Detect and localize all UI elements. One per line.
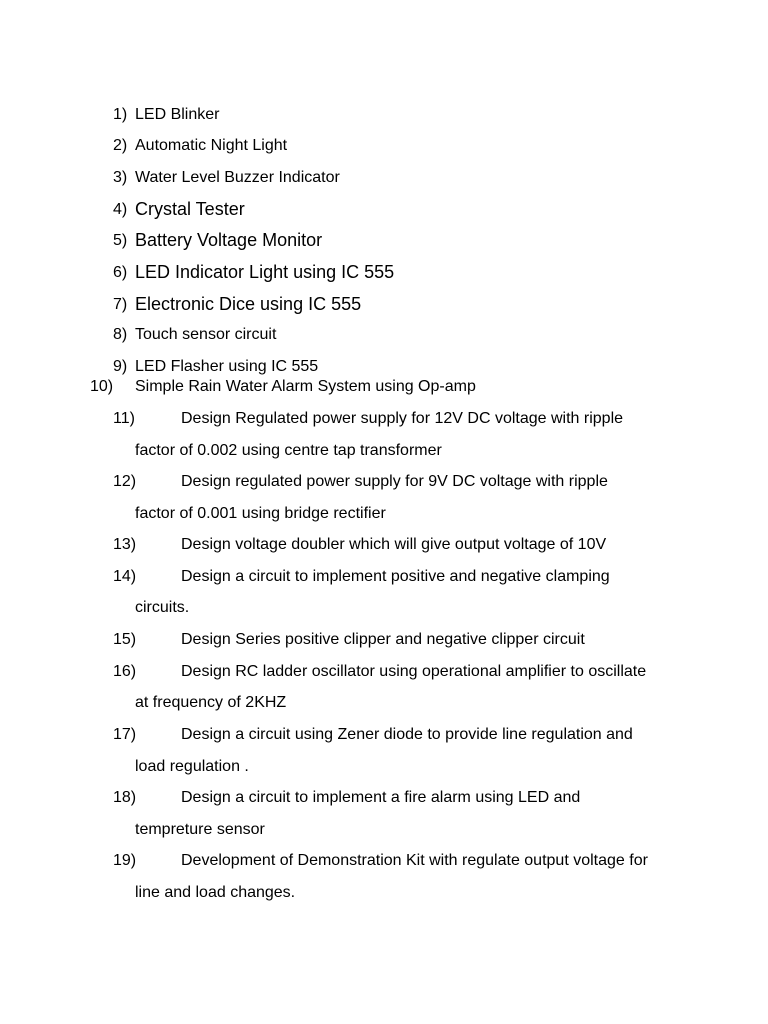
item-number: 11) xyxy=(113,410,135,427)
item-text: Development of Demonstration Kit with regulate output voltage for xyxy=(181,852,648,869)
item-text: Design Regulated power supply for 12V DC voltage with ripple xyxy=(181,410,624,427)
item-text: LED Blinker xyxy=(135,106,220,123)
item-number: 13) xyxy=(113,536,137,553)
item-number: 5) xyxy=(113,232,128,249)
item-text: Battery Voltage Monitor xyxy=(135,230,323,250)
item-text: Design a circuit to implement a fire alarm using LED and xyxy=(181,789,581,806)
item-text: Touch sensor circuit xyxy=(135,326,277,343)
item-number: 4) xyxy=(113,201,128,218)
item-number: 1) xyxy=(113,106,128,123)
item-text: Design a circuit using Zener diode to provide line regulation and xyxy=(181,726,633,743)
item-text: Design regulated power supply for 9V DC voltage with ripple xyxy=(181,473,608,490)
item-text: LED Indicator Light using IC 555 xyxy=(135,262,395,282)
item-number: 6) xyxy=(113,264,128,281)
item-text-continued: factor of 0.002 using centre tap transformer xyxy=(135,442,442,459)
item-text: Design Series positive clipper and negative clipper circuit xyxy=(181,631,585,648)
item-number: 2) xyxy=(113,137,128,154)
item-text-continued: tempreture sensor xyxy=(135,821,265,838)
item-text-continued: load regulation . xyxy=(135,758,249,775)
item-text: Crystal Tester xyxy=(135,199,245,219)
item-number: 15) xyxy=(113,631,137,648)
item-text: Design voltage doubler which will give output voltage of 10V xyxy=(181,536,607,553)
item-text: Automatic Night Light xyxy=(135,137,288,154)
item-text: Design RC ladder oscillator using operational amplifier to oscillate xyxy=(181,663,647,680)
item-number: 14) xyxy=(113,568,137,585)
item-text-continued: line and load changes. xyxy=(135,884,296,901)
item-number: 3) xyxy=(113,169,128,186)
item-number: 17) xyxy=(113,726,137,743)
item-number: 10) xyxy=(90,378,114,395)
item-text: Design a circuit to implement positive and negative clamping xyxy=(181,568,610,585)
item-text-continued: circuits. xyxy=(135,599,190,616)
item-number: 19) xyxy=(113,852,137,869)
item-number: 7) xyxy=(113,296,128,313)
item-number: 12) xyxy=(113,473,137,490)
item-text: Electronic Dice using IC 555 xyxy=(135,294,362,314)
item-number: 9) xyxy=(113,358,128,375)
item-text-continued: factor of 0.001 using bridge rectifier xyxy=(135,505,386,522)
item-text-continued: at frequency of 2KHZ xyxy=(135,694,287,711)
item-number: 16) xyxy=(113,663,137,680)
item-text: LED Flasher using IC 555 xyxy=(135,358,319,375)
item-number: 18) xyxy=(113,789,137,806)
item-number: 8) xyxy=(113,326,128,343)
item-text: Water Level Buzzer Indicator xyxy=(135,169,340,186)
item-text: Simple Rain Water Alarm System using Op-amp xyxy=(135,378,476,395)
